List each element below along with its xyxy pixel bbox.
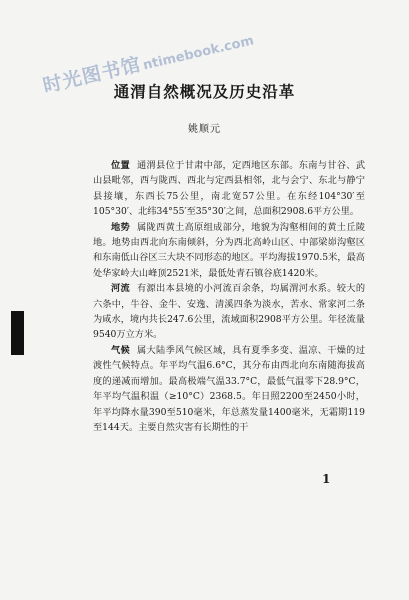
paragraph-heading: 地势 [111, 221, 131, 233]
watermark-text: 时光图书馆 [40, 53, 144, 98]
watermark-url: ntimebook.com [141, 33, 256, 74]
document-author: 姚顺元 [188, 124, 221, 135]
paragraph-text: 有源出本县境的小河流百余条，均属渭河水系。较大的六条中，牛谷、金牛、安逸、清溪四条为淡水，苦水、常家河二条为咸水，境内共长247.6公里，流域面积2908平方公里。年径流量9540万立方米。 [93, 283, 366, 341]
paragraph-heading: 位置 [111, 160, 131, 171]
paragraph-climate [93, 343, 365, 435]
document-title: 通渭自然概况及历史沿革 [113, 83, 296, 101]
scan-edge-mark [11, 311, 24, 355]
page-number: 1 [322, 472, 331, 486]
paragraph-heading: 气候 [111, 344, 131, 356]
paragraph-text: 属陇西黄土高原组成部分，地貌为沟壑相间的黄土丘陵地。地势由西北向东南倾斜，分为西北高岭山区、中部梁峁沟壑区和东南低山谷区三大块不同形态的地区。平均海拔1970.5米，最高处华家岭大山峰顶2521米，最低处青石镇谷底1420米。 [93, 221, 366, 279]
paragraph-text: 属大陆季风气候区域，具有夏季多变、温凉、干燥的过渡性气候特点。年平均气温6.6°C，其分布由西北向东南随海拔高度的递减而增加。最高极端气温33.7°C，最低气温零下28.9°C，年平均气温积温（≥10°C）2368.5。年日照2200至2450小时，年平均降水量390至510毫米，年总蒸发量1400毫米，无霜期119至144天。主要自然灾害有长期性的干 [93, 344, 366, 433]
paragraph-location [93, 158, 365, 220]
paragraph-text: 通渭县位于甘肃中部，定西地区东部。东南与甘谷、武山县毗邻，西与陇西、西北与定西县相邻，北与会宁、东北与静宁县接壤，东西长75公里，南北宽57公里。在东经104°30′至105°30′、北纬34°55′至35°30′之间，总面积2908.6平方公里。 [93, 160, 366, 218]
paragraph-heading: 河流 [111, 283, 131, 295]
paragraph-terrain [93, 220, 365, 282]
paragraph-rivers [93, 281, 365, 343]
document-body [93, 158, 365, 435]
